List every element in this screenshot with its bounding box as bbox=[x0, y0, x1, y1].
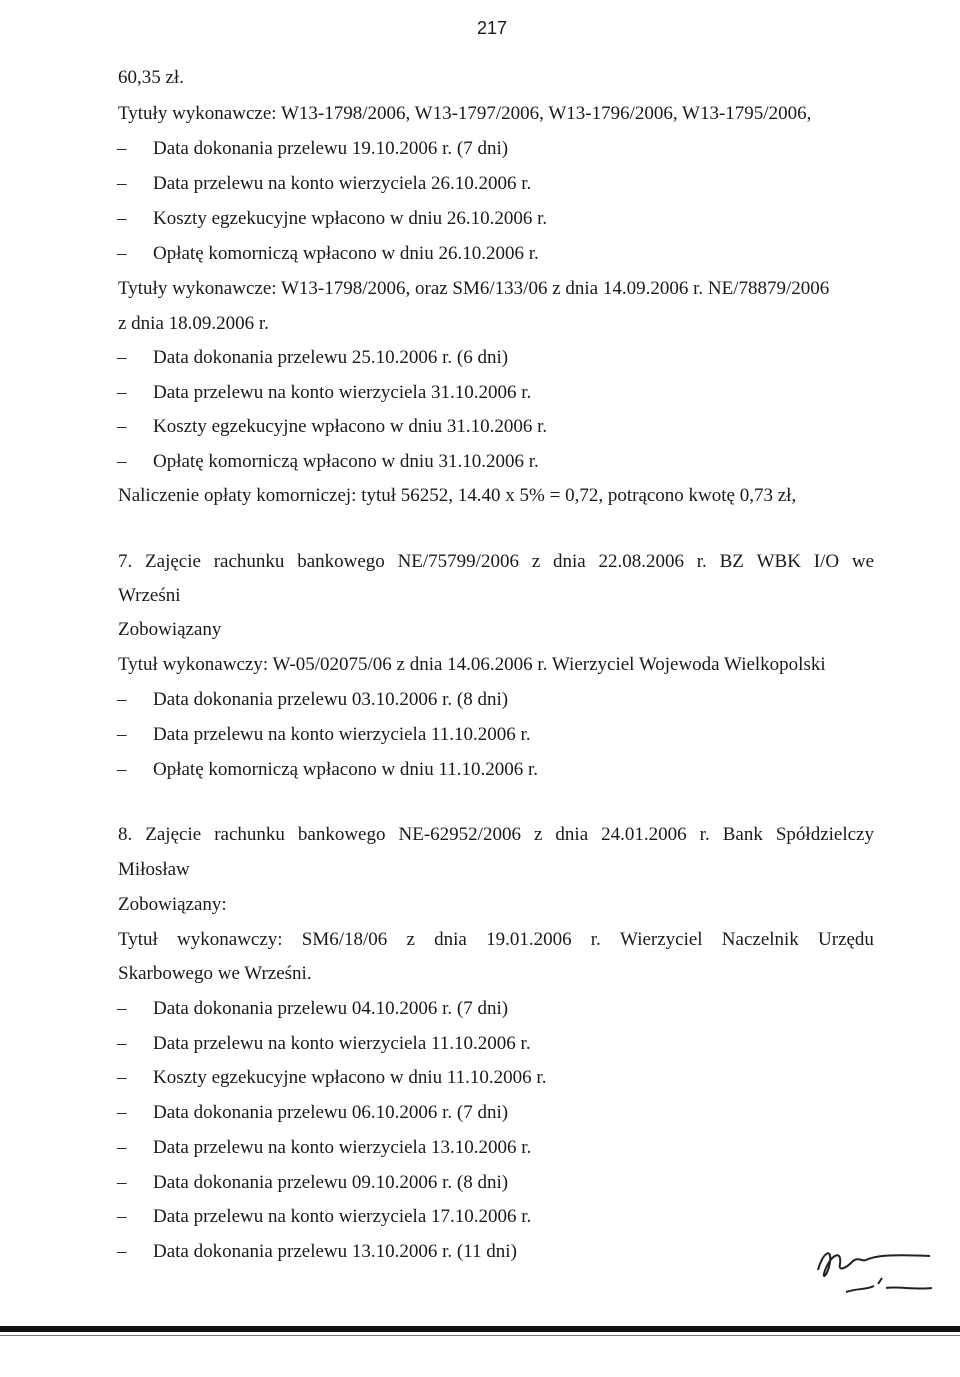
list-item: Data dokonania przelewu 03.10.2006 r. (8 dni) bbox=[153, 689, 509, 710]
bullet-dash: – bbox=[117, 451, 127, 472]
section-7-heading bbox=[118, 550, 874, 574]
word: Zajęcie bbox=[145, 824, 202, 845]
word: r. bbox=[696, 551, 707, 572]
list-item: Koszty egzekucyjne wpłacono w dniu 26.10.2006 r. bbox=[153, 208, 548, 229]
list-item: Data dokonania przelewu 06.10.2006 r. (7 dni) bbox=[153, 1102, 509, 1123]
word: NE/75799/2006 bbox=[397, 551, 519, 572]
word: BZ bbox=[719, 551, 744, 572]
word: 22.08.2006 bbox=[598, 551, 684, 572]
bullet-dash: – bbox=[117, 416, 127, 437]
word: z bbox=[533, 824, 543, 845]
list-item: Opłatę komorniczą wpłacono w dniu 26.10.2006 r. bbox=[153, 243, 539, 264]
word: WBK bbox=[756, 551, 801, 572]
word: wykonawczy: bbox=[177, 929, 283, 950]
bullet-dash: – bbox=[117, 998, 127, 1019]
list-item: Opłatę komorniczą wpłacono w dniu 11.10.2006 r. bbox=[153, 759, 539, 780]
bullet-dash: – bbox=[117, 759, 127, 780]
word: NE-62952/2006 bbox=[398, 824, 521, 845]
bullet-dash: – bbox=[117, 208, 127, 229]
list-item: Data przelewu na konto wierzyciela 17.10.2006 r. bbox=[153, 1206, 532, 1227]
word: z bbox=[406, 929, 415, 950]
page-number: 217 bbox=[477, 18, 508, 38]
word: we bbox=[851, 551, 874, 572]
bullet-dash: – bbox=[117, 1033, 127, 1054]
bullet-dash: – bbox=[117, 1067, 127, 1088]
bullet-dash: – bbox=[117, 1102, 127, 1123]
bullet-dash: – bbox=[117, 1172, 127, 1193]
titles-line: Tytuły wykonawcze: W13-1798/2006, W13-1797/2006, W13-1796/2006, W13-1795/2006, bbox=[118, 103, 812, 124]
word: 24.01.2006 bbox=[601, 824, 687, 845]
word: 8. bbox=[118, 824, 133, 845]
list-item: Data dokonania przelewu 09.10.2006 r. (8 dni) bbox=[153, 1172, 509, 1193]
title-line: Tytuł wykonawczy: W-05/02075/06 z dnia 14.06.2006 r. Wierzyciel Wojewoda Wielkopolski bbox=[118, 654, 826, 675]
word: Spółdzielczy bbox=[775, 824, 874, 845]
bullet-dash: – bbox=[117, 1206, 127, 1227]
date-line: z dnia 18.09.2006 r. bbox=[118, 313, 269, 334]
word: 19.01.2006 bbox=[486, 929, 572, 950]
bullet-dash: – bbox=[117, 138, 127, 159]
fee-line: Naliczenie opłaty komorniczej: tytuł 56252, 14.40 x 5% = 0,72, potrącono kwotę 0,73 zł, bbox=[118, 485, 797, 506]
word: dnia bbox=[552, 551, 586, 572]
obligor-label: Zobowiązany: bbox=[118, 894, 227, 915]
list-item: Data przelewu na konto wierzyciela 31.10.2006 r. bbox=[153, 382, 532, 403]
word: dnia bbox=[555, 824, 589, 845]
list-item: Data przelewu na konto wierzyciela 11.10.2006 r. bbox=[153, 1033, 531, 1054]
list-item: Data przelewu na konto wierzyciela 26.10.2006 r. bbox=[153, 173, 532, 194]
list-item: Data dokonania przelewu 19.10.2006 r. (7 dni) bbox=[153, 138, 509, 159]
bullet-dash: – bbox=[117, 1241, 127, 1262]
word: Naczelnik bbox=[721, 929, 799, 950]
bullet-dash: – bbox=[117, 1137, 127, 1158]
word: Tytuł bbox=[118, 929, 158, 950]
bottom-border-thin bbox=[0, 1335, 960, 1336]
word: Bank bbox=[722, 824, 763, 845]
bullet-dash: – bbox=[117, 347, 127, 368]
word: I/O bbox=[813, 551, 840, 572]
word: rachunku bbox=[214, 824, 285, 845]
section-7-city: Wrześni bbox=[118, 585, 181, 606]
list-item: Data dokonania przelewu 25.10.2006 r. (6 dni) bbox=[153, 347, 509, 368]
list-item: Data przelewu na konto wierzyciela 13.10.2006 r. bbox=[153, 1137, 532, 1158]
word: bankowego bbox=[297, 824, 386, 845]
list-item: Koszty egzekucyjne wpłacono w dniu 11.10.2006 r. bbox=[153, 1067, 547, 1088]
word: Urzędu bbox=[818, 929, 874, 950]
word: SM6/18/06 bbox=[301, 929, 388, 950]
bullet-dash: – bbox=[117, 724, 127, 745]
bullet-dash: – bbox=[117, 689, 127, 710]
word: z bbox=[531, 551, 541, 572]
section-8-city: Miłosław bbox=[118, 859, 190, 880]
list-item: Koszty egzekucyjne wpłacono w dniu 31.10.2006 r. bbox=[153, 416, 548, 437]
section-8-heading bbox=[118, 823, 874, 847]
bullet-dash: – bbox=[117, 382, 127, 403]
bullet-dash: – bbox=[117, 173, 127, 194]
title-line bbox=[118, 928, 874, 952]
bottom-border bbox=[0, 1326, 960, 1332]
list-item: Data przelewu na konto wierzyciela 11.10.2006 r. bbox=[153, 724, 531, 745]
titles-line: Tytuły wykonawcze: W13-1798/2006, oraz SM6/133/06 z dnia 14.09.2006 r. NE/78879/2006 bbox=[118, 278, 830, 299]
bullet-dash: – bbox=[117, 243, 127, 264]
word: rachunku bbox=[213, 551, 285, 572]
list-item: Data dokonania przelewu 04.10.2006 r. (7 dni) bbox=[153, 998, 509, 1019]
list-item: Data dokonania przelewu 13.10.2006 r. (11 dni) bbox=[153, 1241, 517, 1262]
word: dnia bbox=[434, 929, 467, 950]
list-item: Opłatę komorniczą wpłacono w dniu 31.10.2006 r. bbox=[153, 451, 539, 472]
creditor-line: Skarbowego we Wrześni. bbox=[118, 963, 312, 984]
handwritten-signature bbox=[808, 1232, 938, 1304]
word: Zajęcie bbox=[145, 551, 201, 572]
word: r. bbox=[699, 824, 710, 845]
word: 7. bbox=[118, 551, 133, 572]
word: r. bbox=[590, 929, 601, 950]
word: bankowego bbox=[297, 551, 385, 572]
word: Wierzyciel bbox=[620, 929, 703, 950]
obligor-label: Zobowiązany bbox=[118, 619, 222, 640]
amount-line: 60,35 zł. bbox=[118, 67, 184, 88]
